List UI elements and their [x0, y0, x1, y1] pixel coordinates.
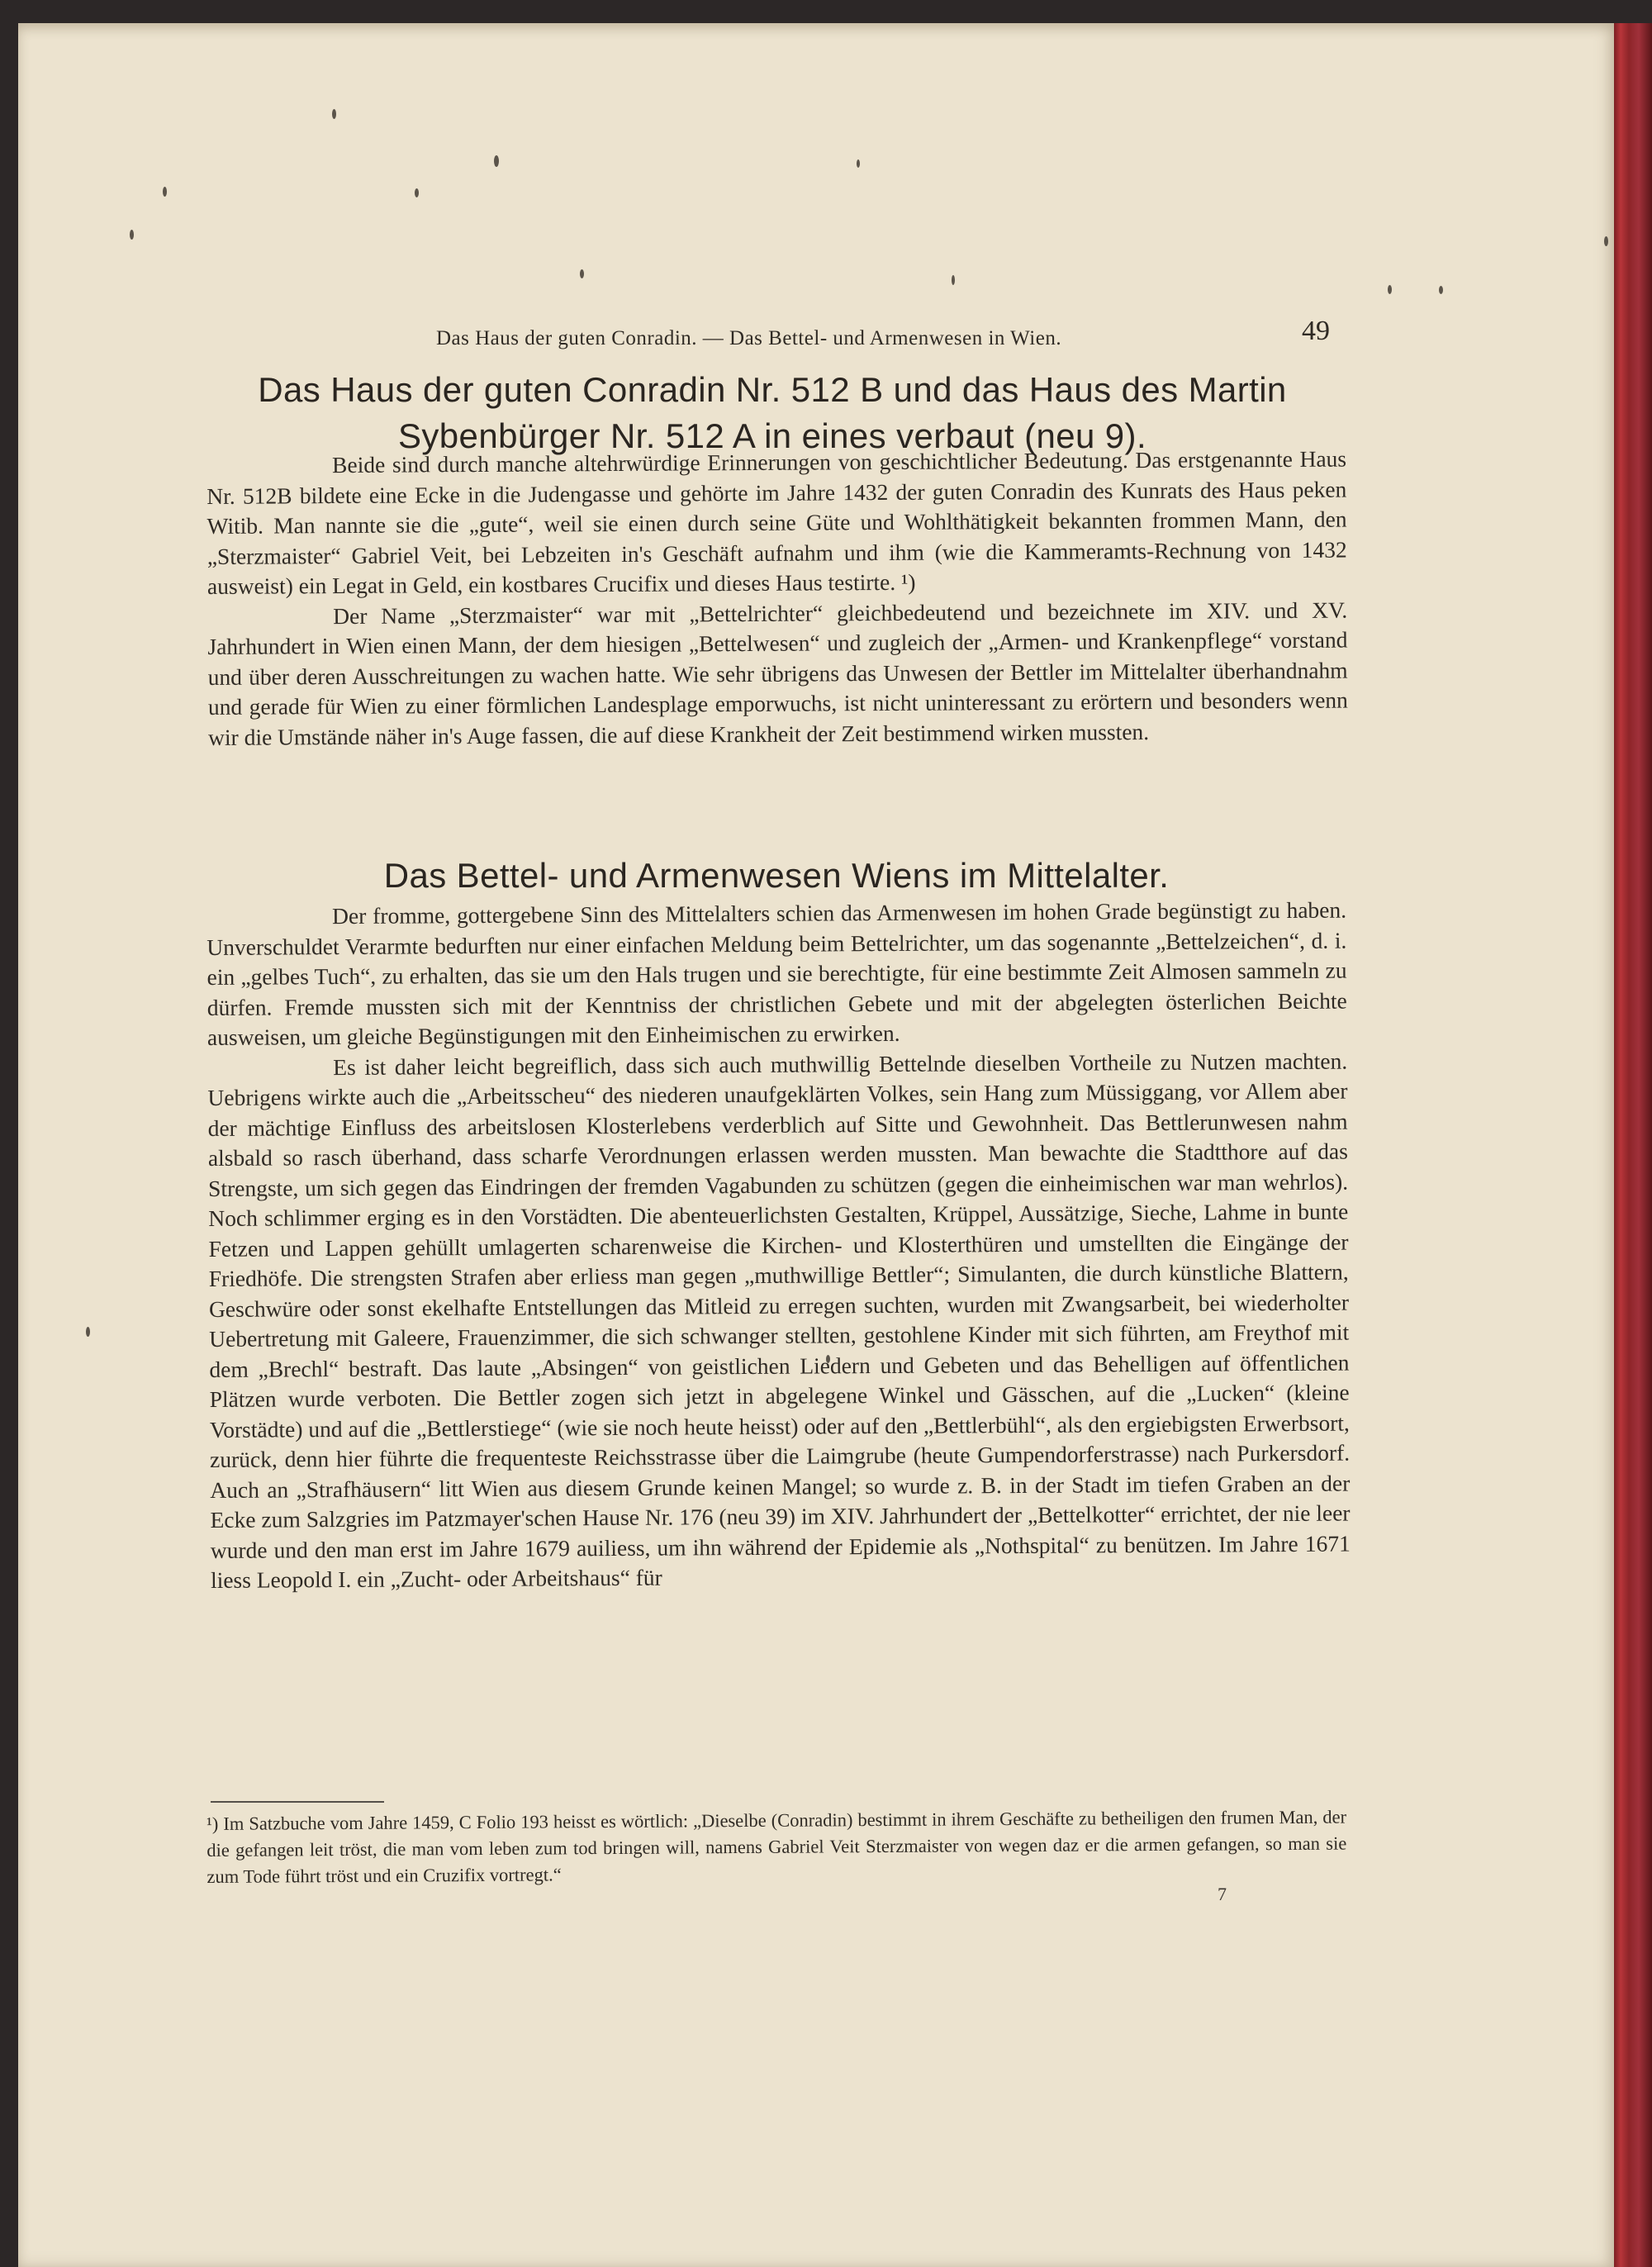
section-heading-1-line-1: Das Haus der guten Conradin Nr. 512 B und das Haus des Martin: [258, 370, 1287, 409]
print-speck: [952, 275, 955, 285]
footnote-rule: [211, 1801, 384, 1803]
print-speck: [1388, 285, 1392, 294]
page-number: 49: [1302, 316, 1330, 346]
printer-signature: 7: [1218, 1884, 1227, 1904]
section-heading-2: Das Bettel- und Armenwesen Wiens im Mittelalter.: [383, 856, 1170, 895]
running-head-title: Das Haus der guten Conradin. — Das Bettel- und Armenwesen in Wien.: [436, 327, 1062, 349]
print-speck: [86, 1327, 90, 1337]
footnote: ¹) Im Satzbuche vom Jahre 1459, C Folio 193 heisst es wörtlich: „Dieselbe (Conradin) bestimmt in ihrem Geschäfte zu betheiligen den frumen Man, der die gefangen leit tröst, die man vom leben zum tod bringen will, namens Gabriel Veit Sterzmaister von wegen daz er die armen gefangen, so man sie zum Tode führt tröst und ein Cruzifix vortregt.“: [206, 1806, 1347, 1887]
print-speck: [580, 269, 584, 278]
page-edge-binding: [1614, 23, 1652, 2267]
print-speck: [1604, 236, 1608, 246]
print-speck: [1439, 286, 1443, 294]
paragraph: Es ist daher leicht begreiflich, dass sich auch muthwillig Bettelnde dieselben Vortheile zu Nutzen machten. Uebrigens wirkte auch die „Arbeitsscheu“ des niederen unaufgeklärten Volkes, sein Hang zum Müssiggang, vor Allem aber der mächtige Einfluss des arbeitslosen Klosterlebens verderblich auf Sitte und Gewohnheit. Das Bettlerunwesen nahm alsbald so rasch überhand, dass scharfe Verordnungen erlassen werden mussten. Man bewachte die Stadtthore auf das Strengste, um sich gegen das Eindringen der fremden Vagabunden zu schützen (gegen die einheimischen war man wehrlos). Noch schlimmer erging es in den Vorstädten. Die abenteuerlichsten Gestalten, Krüppel, Aussätzige, Sieche, Lahme in bunte Fetzen und Lappen gehüllt umlagerten scharenweise die Kirchen- und Klosterthüren und umstellten die Eingänge der Friedhöfe. Die strengsten Strafen aber erliess man gegen „muthwillige Bettler“; Simulanten, die durch künstliche Blattern, Geschwüre oder sonst ekelhafte Entstellungen das Mitleid zu erregen suchten, wurden mit Zwangsarbeit, bei wiederholter Uebertretung mit Galeere, Frauenzimmer, die sich schwanger stellten, gestohlene Kinder mit sich führten, am Freythof mit dem „Brechl“ bestraft. Das laute „Absingen“ von geistlichen Liedern und Gebeten und das Behelligen auf öffentlichen Plätzen wurde verboten. Die Bettler zogen sich jetzt in abgelegene Winkel und Gässchen, auf die „Lucken“ (kleine Vorstädte) und auf die „Bettlerstiege“ (wie sie noch heute heisst) oder auf den „Bettlerbühl“, als den ergiebigsten Erwerbsort, zurück, denn hier führte die frequenteste Reichsstrasse über die Laimgrube (heute Gumpendorferstrasse) nach Purkersdorf. Auch an „Strafhäusern“ litt Wien aus diesem Grunde keinen Mangel; so wurde z. B. in der Stadt im tiefen Graben an der Ecke zum Salzgries im Patzmayer'schen Hause Nr. 176 (neu 39) im XIV. Jahrhundert der „Bettelkotter“ errichtet, der nie leer wurde und den man erst im Jahre 1679 auiliess, um ihn während der Epidemie als „Nothspital“ zu benützen. Im Jahre 1671 liess Leopold I. ein „Zucht- oder Arbeitshaus“ für: [207, 1048, 1351, 1593]
print-speck: [130, 230, 134, 240]
print-speck: [163, 187, 167, 197]
paragraph: Der fromme, gottergebene Sinn des Mittelalters schien das Armenwesen im hohen Grade begünstigt zu haben. Unverschuldet Verarmte bedurften nur einer einfachen Meldung beim Bettelrichter, um das sogenannte „Bettelzeichen“, d. i. ein „gelbes Tuch“, zu erhalten, das sie um den Hals trugen und sie berechtigte, für eine bestimmte Zeit Almosen sammeln zu dürfen. Fremde mussten sich mit der Kenntniss der christlichen Gebete und mit der abgelegten österlichen Beichte ausweisen, um gleiche Begünstigungen mit den Einheimischen zu erwirken.: [206, 896, 1347, 1050]
section-heading-1-line-2: Sybenbürger Nr. 512 A in eines verbaut (neu 9).: [397, 416, 1147, 455]
print-speck: [332, 109, 336, 119]
print-speck: [494, 155, 499, 167]
section-1-body: [206, 444, 1348, 753]
section-2-body: [206, 896, 1351, 1596]
paragraph: Beide sind durch manche altehrwürdige Erinnerungen von geschichtlicher Bedeutung. Das erstgenannte Haus Nr. 512B bildete eine Ecke in die Judengasse und gehörte im Jahre 1432 der guten Conradin des Kunrats des Haus peken Witib. Man nannte sie die „gute“, weil sie einen durch seine Güte und Wohlthätigkeit bekannten frommen Mann, den „Sterzmaister“ Gabriel Veit, bei Lebzeiten in's Geschäft aufnahm und ihm (wie die Kammeramts-Rechnung von 1432 ausweist) ein Legat in Geld, ein kostbares Crucifix und dieses Haus testirte. ¹): [206, 445, 1347, 599]
print-speck: [415, 188, 419, 197]
print-speck: [857, 159, 860, 168]
running-header: [206, 314, 1330, 355]
paragraph: Der Name „Sterzmaister“ war mit „Bettelrichter“ gleichbedeutend und bezeichnete im XIV. und XV. Jahrhundert in Wien einen Mann, der dem hiesigen „Bettelwesen“ und zugleich der „Armen- und Krankenpflege“ vorstand und über deren Ausschreitungen zu wachen hatte. Wie sehr übrigens das Unwesen der Bettler im Mittelalter überhandnahm und gerade für Wien zu einer förmlichen Landesplage emporwuchs, ist nicht uninteressant zu erörtern und besonders wenn wir die Umstände näher in's Auge fassen, die auf diese Krankheit der Zeit bestimmend wirken mussten.: [207, 596, 1348, 750]
